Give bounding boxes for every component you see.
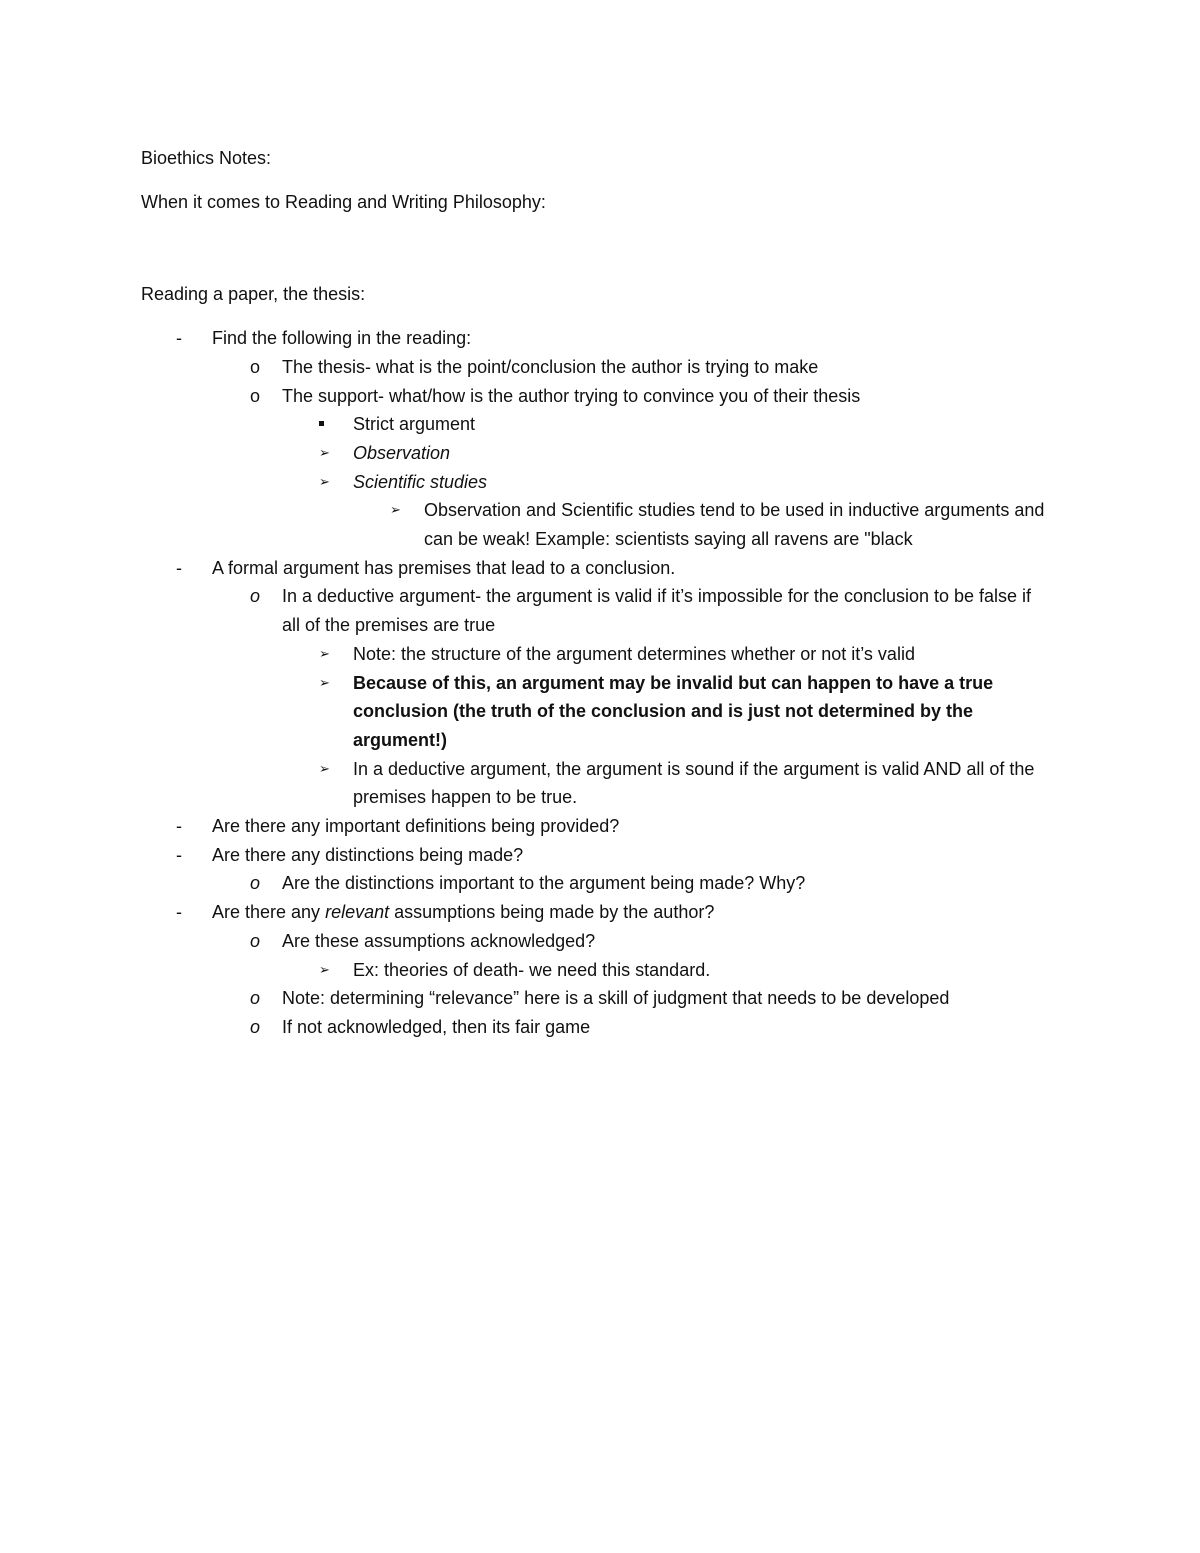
dash-bullet: - [176,557,182,578]
arrow-bullet-icon: ➢ [390,502,401,518]
item-text: The thesis- what is the point/conclusion the author is trying to make [282,356,819,377]
circle-bullet: o [250,586,261,607]
circle-bullet: o [250,1016,261,1037]
arrow-bullet-icon: ➢ [319,473,330,489]
dash-bullet: - [176,328,182,349]
circle-bullet: o [250,385,261,406]
item-text [212,902,714,922]
item-text: Scientific studies [353,471,488,492]
list-item [141,898,1050,927]
doc-subtitle: When it comes to Reading and Writing Philosophy: [141,191,546,212]
dash-bullet: - [176,902,182,923]
item-text: Observation and Scientific studies tend to be used in inductive arguments and can be weak! Example: scientists saying all ravens are "black [424,500,1045,550]
list-item [141,353,1050,382]
list-item [141,984,1050,1013]
list-item [141,324,1050,353]
arrow-bullet-icon: ➢ [319,645,330,661]
list-item [141,439,1050,468]
reading-heading: Reading a paper, the thesis: [141,284,366,305]
item-text: The support- what/how is the author trying to convince you of their thesis [282,385,861,406]
circle-bullet: o [250,988,261,1009]
assumptions-post: assumptions being made by the author? [394,902,715,923]
arrow-bullet-icon: ➢ [319,444,330,460]
item-text: Are these assumptions acknowledged? [282,930,596,951]
item-text: In a deductive argument, the argument is sound if the argument is valid AND all of the premises happen to be true. [353,758,1035,808]
relevant-emphasis: relevant [325,902,390,923]
arrow-bullet-icon: ➢ [319,760,330,776]
assumptions-pre: Are there any [212,902,321,923]
arrow-bullet-icon: ➢ [319,961,330,977]
list-item [141,468,1050,497]
item-text: Observation [353,442,451,463]
item-text: Note: the structure of the argument determines whether or not it’s valid [353,643,915,664]
list-item [141,496,1050,553]
arrow-bullet-icon: ➢ [319,674,330,690]
list-item [141,841,1050,870]
doc-title: Bioethics Notes: [141,148,272,168]
list-item [141,382,1050,411]
square-bullet-icon [319,410,324,439]
dash-bullet: - [176,816,182,837]
item-text: Are there any distinctions being made? [212,844,524,865]
dash-bullet: - [176,844,182,865]
item-text: Note: determining “relevance” here is a skill of judgment that needs to be developed [282,988,950,1009]
item-text: A formal argument has premises that lead to a conclusion. [212,557,676,578]
item-text: Ex: theories of death- we need this standard. [353,959,711,980]
item-text: In a deductive argument- the argument is valid if it’s impossible for the conclusion to be false if all of the premises are true [282,586,1032,636]
circle-bullet: o [250,873,261,894]
list-item [141,755,1050,812]
item-text: Are the distinctions important to the argument being made? Why? [282,873,806,894]
list-item [141,1013,1050,1042]
item-text: Strict argument [353,414,476,435]
item-text: Are there any important definitions being provided? [212,816,620,837]
circle-bullet: o [250,930,261,951]
list-item [141,582,1050,639]
list-item [141,927,1050,956]
item-text: If not acknowledged, then its fair game [282,1016,591,1037]
list-item [141,640,1050,669]
item-text: Because of this, an argument may be invalid but can happen to have a true conclusion (the truth of the conclusion and is just not determined by the argument!) [353,672,994,750]
list-item [141,956,1050,985]
list-item [141,669,1050,755]
item-text: Find the following in the reading: [212,328,472,349]
list-item [141,812,1050,841]
list-item [141,554,1050,583]
list-item [141,410,1050,439]
circle-bullet: o [250,356,261,377]
list-item [141,869,1050,898]
